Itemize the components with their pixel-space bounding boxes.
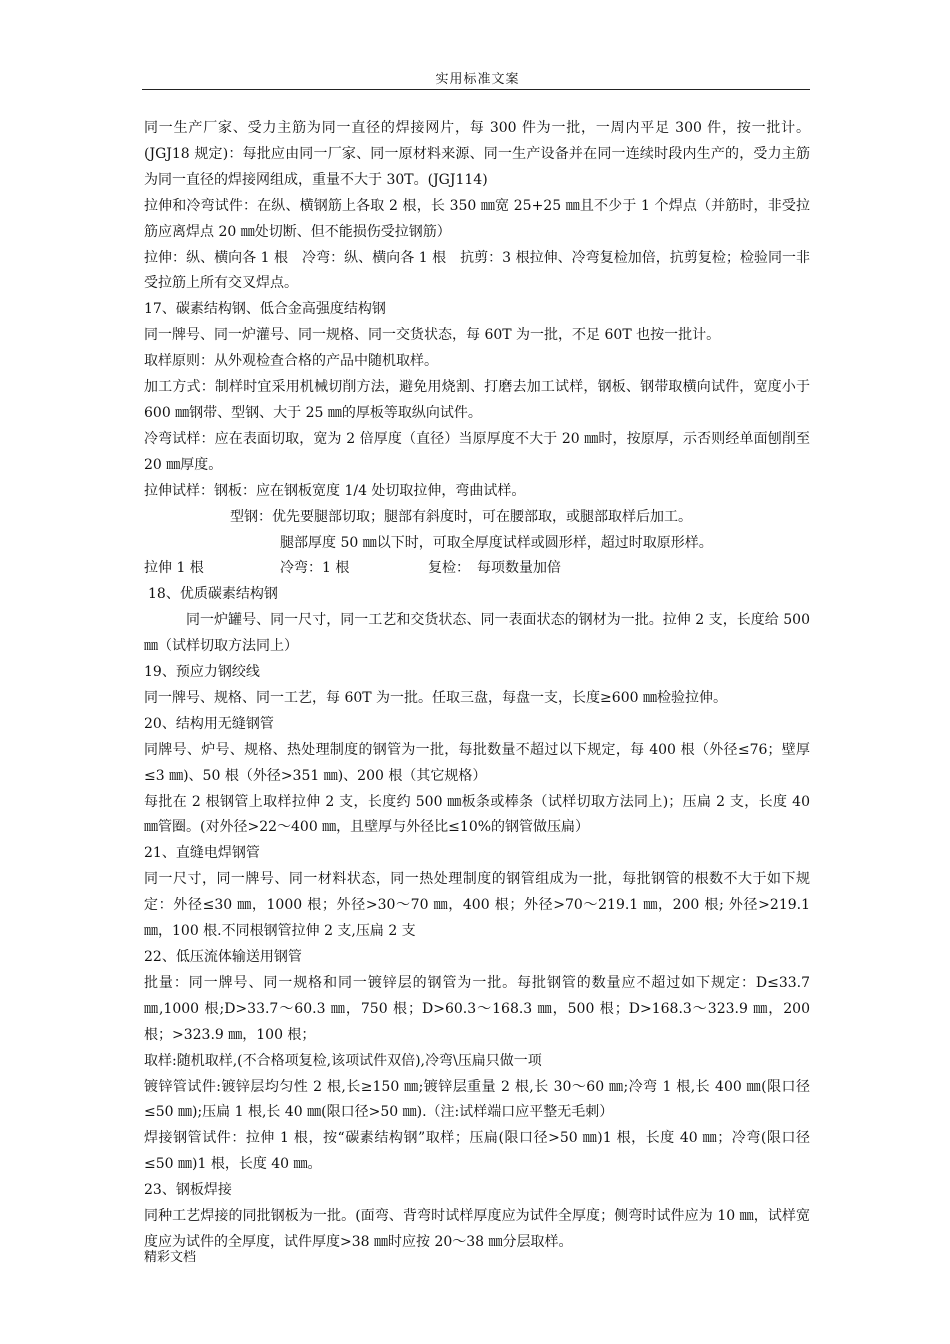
section-heading-20: 20、结构用无缝钢管 [144,715,274,732]
recheck-rule: 复检： 每项数量加倍 [428,560,561,577]
paragraph-welded-specimen: 焊接钢管试件：拉伸 1 根，按“碳素结构钢”取样；压扁(限口径>50 ㎜)1 根，长度 40 ㎜；冷弯(限口径≤50 ㎜)1 根，长度 40 ㎜。 [144,1130,810,1173]
section-heading-18: 18、优质碳素结构钢 [148,586,278,603]
tension-count: 拉伸 1 根 [144,560,204,577]
paragraph-tensile-specimen-thickness: 腿部厚度 50 ㎜以下时，可取全厚度试样或圆形样，超过时取原形样。 [280,534,713,551]
paragraph-bend-specimen: 冷弯试样：应在表面切取，宽为 2 倍厚度（直径）当原厚度不大于 20 ㎜时，按原厚，示否则经单面刨削至 20 ㎜厚度。 [144,430,810,473]
bend-count: 冷弯：1 根 [280,560,350,577]
paragraph-tensile-specimen-section: 型钢：优先要腿部切取；腿部有斜度时，可在腰部取，或腿部取样后加工。 [230,508,692,525]
paragraph-batch-rule-17: 同一牌号、同一炉灌号、同一规格、同一交货状态，每 60T 为一批，不足 60T 也按一批计。 [144,327,721,344]
paragraph-tensile-specimen-plate: 拉伸试样：钢板：应在钢板宽度 1/4 处切取拉伸，弯曲试样。 [144,482,526,499]
paragraph-low-pressure-batch: 批量：同一牌号、同一规格和同一镀锌层的钢管为一批。每批钢管的数量应不超过如下规定：D≤33.7 ㎜,1000 根;D>33.7～60.3 ㎜，750 根；D>60.3～168.3 ㎜，500 根；D>168.3～323.9 ㎜，200 根；>323.9 ㎜，100 根； [144,974,810,1043]
paragraph-welded-pipe-batch: 同一尺寸，同一牌号、同一材料状态，同一热处理制度的钢管组成为一批，每批钢管的根数不大于如下规定：外径≤30 ㎜，1000 根；外径>30～70 ㎜，400 根；外径>70～219.1 ㎜，200 根; 外径>219.1 ㎜，100 根.不同根钢管拉伸 2 支,压扁 2 支 [144,871,810,940]
section-heading-23: 23、钢板焊接 [144,1182,232,1199]
paragraph-strand-batch: 同一牌号、规格、同一工艺，每 60T 为一批。任取三盘，每盘一支，长度≥600 ㎜检验拉伸。 [144,689,727,706]
paragraph-seamless-sampling: 每批在 2 根钢管上取样拉伸 2 支，长度约 500 ㎜板条或棒条（试样切取方法同上)；压扁 2 支，长度 40 ㎜管圈。(对外径>22～400 ㎜，且壁厚与外径比≤10%的钢管做压扁） [144,793,810,836]
paragraph-processing-method: 加工方式：制样时宜采用机械切削方法，避免用烧割、打磨去加工试样，钢板、钢带取横向试件，宽度小于 600 ㎜钢带、型钢、大于 25 ㎜的厚板等取纵向试件。 [144,379,810,421]
paragraph-tension-bend-specimen: 拉伸和冷弯试件：在纵、横钢筋上各取 2 根，长 350 ㎜宽 25+25 ㎜且不少于 1 个焊点（并筋时，非受拉筋应离焊点 20 ㎜处切断、但不能损伤受拉钢筋） [144,197,810,240]
page-footer: 精彩文档 [144,1250,197,1265]
test-count-row [144,556,810,582]
paragraph-plate-welding: 同种工艺焊接的同批钢板为一批。(面弯、背弯时试样厚度应为试件全厚度；侧弯时试件应为 10 ㎜，试样宽度应为试件的全厚度，试件厚度>38 ㎜时应按 20～38 ㎜分层取样。 [144,1208,810,1250]
paragraph-sampling-principle: 取样原则：从外观检查合格的产品中随机取样。 [144,353,438,370]
section-heading-19: 19、预应力钢绞线 [144,664,260,681]
header-divider [142,89,810,90]
paragraph-batch-rule-18: 同一炉罐号、同一尺寸，同一工艺和交货状态、同一表面状态的钢材为一批。拉伸 2 支，长度给 500 ㎜（试样切取方法同上） [144,612,810,655]
paragraph-low-pressure-sampling: 取样:随机取样,(不合格项复检,该项试件双倍),冷弯\压扁只做一项 [144,1052,542,1069]
document-body [144,116,810,1256]
page-header: 实用标准文案 [435,72,520,87]
paragraph-welded-mesh-batch: 同一生产厂家、受力主筋为同一直径的焊接网片，每 300 件为一批，一周内平足 300 件，按一批计。(JGJ18 规定)：每批应由同一厂家、同一原材料来源、同一生产设备并在同一连续时段内生产的，受力主筋为同一直径的焊接网组成，重量不大于 30T。(JGJ114) [144,120,810,188]
paragraph-seamless-batch: 同牌号、炉号、规格、热处理制度的钢管为一批，每批数量不超过以下规定，每 400 根（外径≤76；壁厚≤3 ㎜)、50 根（外径>351 ㎜)、200 根（其它规格） [144,741,810,784]
paragraph-tension-shear-counts: 拉伸：纵、横向各 1 根 冷弯：纵、横向各 1 根 抗剪：3 根拉伸、冷弯复检加倍，抗剪复检；检验同一非受拉筋上所有交叉焊点。 [144,249,810,292]
section-heading-22: 22、低压流体输送用钢管 [144,949,302,965]
section-heading-17: 17、碳素结构钢、低合金高强度结构钢 [144,301,386,318]
section-heading-21: 21、直缝电焊钢管 [144,845,260,862]
paragraph-galvanized-specimen: 镀锌管试件:镀锌层均匀性 2 根,长≥150 ㎜;镀锌层重量 2 根,长 30～60 ㎜;冷弯 1 根,长 400 ㎜(限口径≤50 ㎜);压扁 1 根,长 40 ㎜(限口径>50 ㎜).（注:试样端口应平整无毛刺） [144,1078,810,1121]
